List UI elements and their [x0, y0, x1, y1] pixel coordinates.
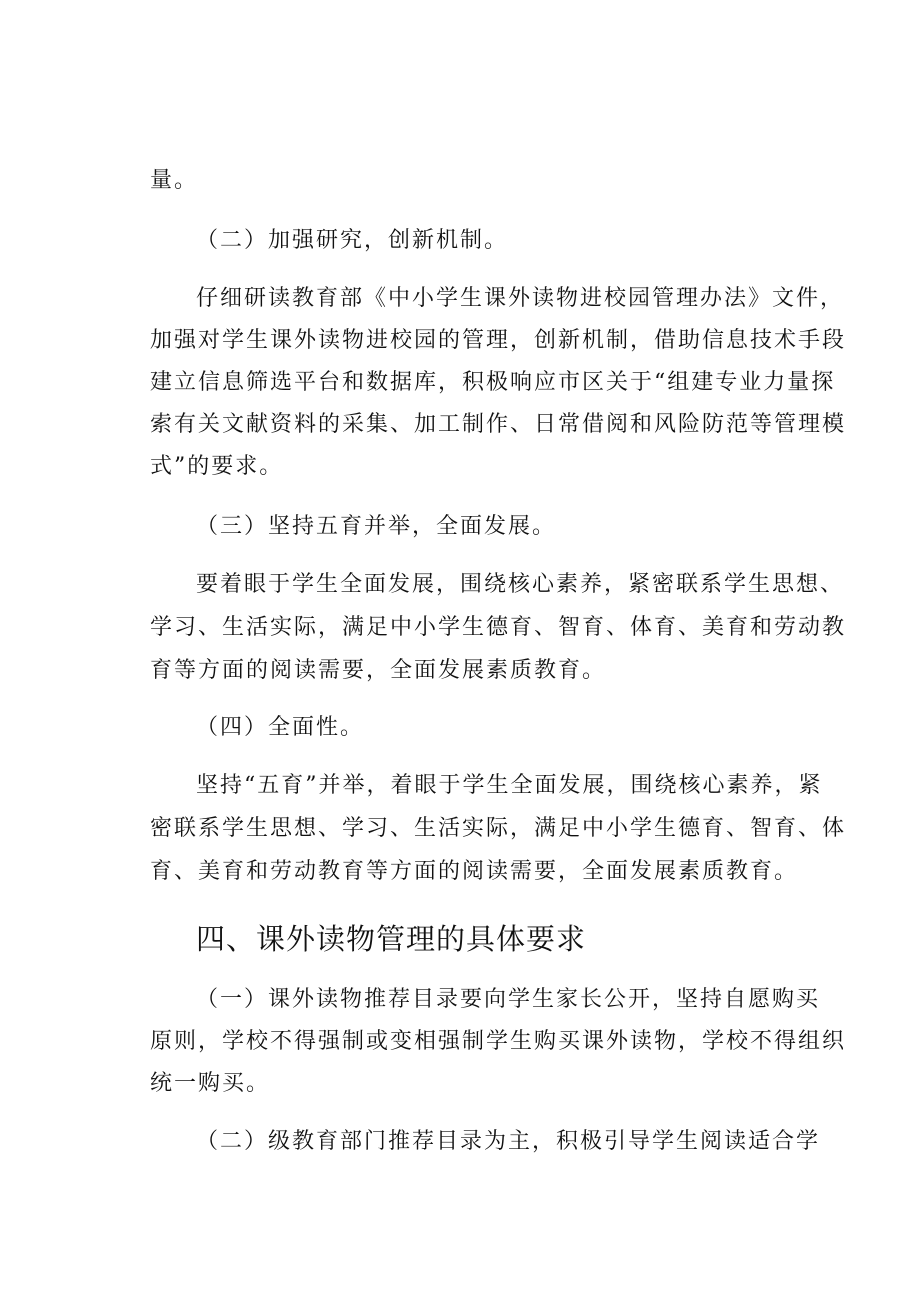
paragraph-line: 式”的要求。: [150, 454, 284, 479]
paragraph-line: 统一购买。: [150, 1071, 271, 1096]
subsection-heading: （二）加强研究，创新机制。: [196, 228, 509, 253]
paragraph-line: 育等方面的阅读需要，全面发展素质教育。: [150, 658, 607, 683]
paragraph-line: 要着眼于学生全面发展，围绕核心素养，紧密联系学生思想、: [196, 572, 845, 597]
paragraph-line: 仔细研读教育部《中小学生课外读物进校园管理办法》文件，: [196, 286, 845, 311]
subsection-heading: （三）坚持五育并举，全面发展。: [196, 514, 557, 539]
paragraph-line: 量。: [150, 168, 199, 193]
paragraph-line: 索有关文献资料的采集、加工制作、日常借阅和风险防范等管理模: [150, 412, 847, 437]
subsection-heading: （四）全面性。: [196, 715, 365, 740]
paragraph-line: 建立信息筛选平台和数据库，积极响应市区关于“组建专业力量探: [150, 370, 836, 395]
paragraph-line: 学习、生活实际，满足中小学生德育、智育、体育、美育和劳动教: [150, 615, 847, 640]
paragraph-line: 坚持“五育”并举，着眼于学生全面发展，围绕核心素养，紧: [196, 773, 823, 798]
paragraph-line: 原则，学校不得强制或变相强制学生购买课外读物，学校不得组织: [150, 1029, 847, 1054]
paragraph-line: 加强对学生课外读物进校园的管理，创新机制，借助信息技术手段: [150, 328, 847, 353]
paragraph-line: （一）课外读物推荐目录要向学生家长公开，坚持自愿购买: [196, 987, 821, 1012]
paragraph-line: （二）级教育部门推荐目录为主，积极引导学生阅读适合学: [196, 1129, 821, 1154]
paragraph-line: 育、美育和劳动教育等方面的阅读需要，全面发展素质教育。: [150, 859, 799, 884]
paragraph-line: 密联系学生思想、学习、生活实际，满足中小学生德育、智育、体: [150, 816, 847, 841]
section-heading: 四、课外读物管理的具体要求: [196, 922, 587, 956]
